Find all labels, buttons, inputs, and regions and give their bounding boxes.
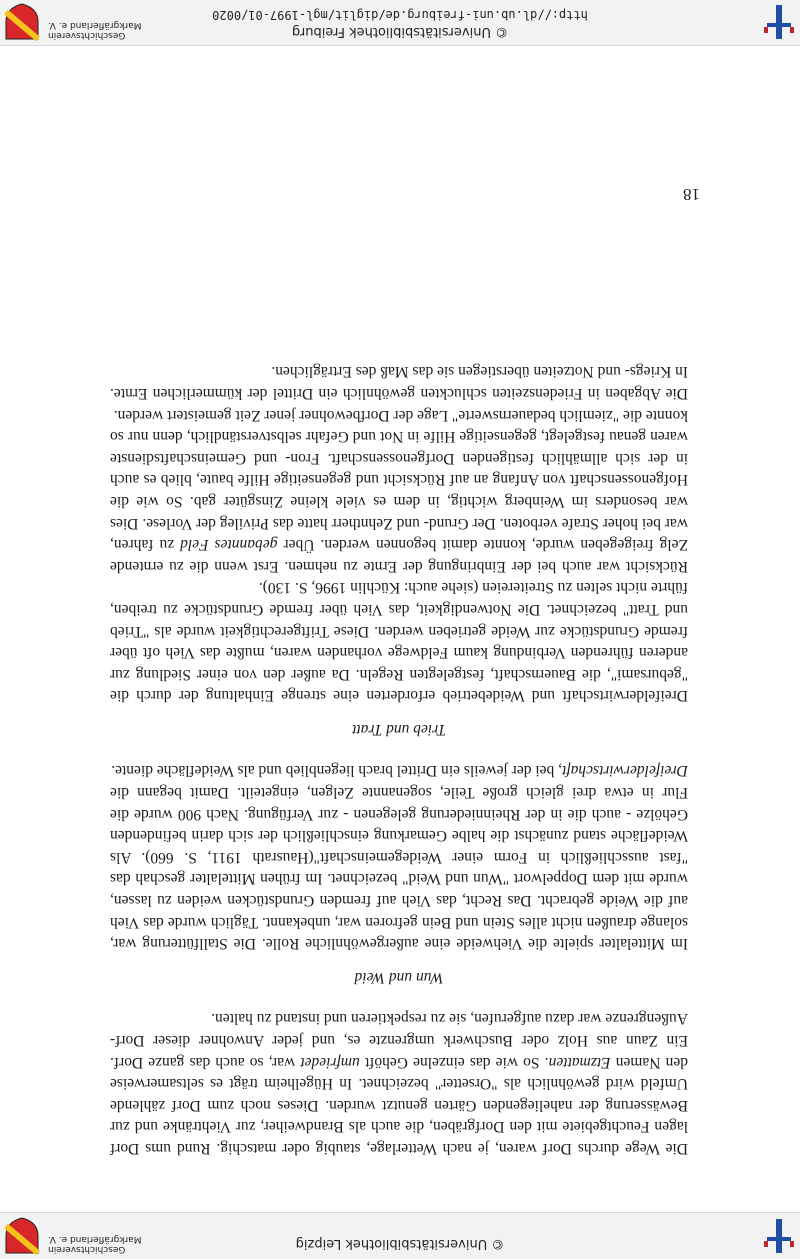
paragraph-ruecksicht — [110, 404, 688, 577]
page-number: 18 — [683, 185, 700, 204]
intro-text-a: Die Wege durchs Dorf waren, je nach Wetterlage, staubig oder matschig. Rund ums Dorf lagen Feuchtgebiete mit den Dorfgräben, die auch als Brandweiher, zur Viehtränke und zur Bewässerung der naheliegenden Gärten genutzt wurden. Dieses noch zum Dorf zählende Umfeld wird gewöhnlich als "Orsetter" bezeichnet. In Hügelheim trägt es seltsamerweise den Namen — [110, 1053, 688, 1157]
top-attribution-bar — [0, 1212, 800, 1259]
para3-text-a: Rücksicht war auch bei der Einbringung der Ernte zu nehmen. Erst wenn die zu erntende Zelg freigegeben wurde, konnte damit begonnen werden. Über — [110, 536, 688, 575]
para3-emphasis: gebanntes Feld — [180, 536, 278, 554]
intro-emphasis-2: umfriedet — [300, 1053, 360, 1071]
university-logo-icon — [764, 1217, 794, 1255]
intro-text-c: war, so auch das ganze Dorf. Ein Zaun aus Holz oder Buschwerk umgrenzte es, und jeder Anwohner dieser Dorf-Außengrenze war dazu aufgerufen, sie zu respektieren und instand zu halten. — [109, 1010, 688, 1071]
section-heading-trieb-und-tratt: Trieb und Tratt — [352, 720, 446, 738]
bottom-copyright-caption: © Universitätsbibliothek Freiburg — [291, 24, 509, 39]
intro-emphasis-1: Etzmatten — [548, 1053, 611, 1071]
association-name — [48, 1234, 148, 1254]
paragraph-trieb-und-tratt: Dreifelderwirtschaft und Weidebetrieb erforderten eine strenge Einhaltung der durch die "gebursami", die Bauernschaft, festgelegten Regeln. Da außer den von einer Siedlung zur anderen führenden Verbindung kaum Feldwege vorhanden waren, mußte das Vieh oft über fremde Grundstücke zur Weide getrieben werden. Diese Triftgerechtigkeit wurde als "Trieb und Tratt" bezeichnet. Die Notwendigkeit, das Vieh über fremde Grundstücke zu treiben, führte nicht selten zu Streitereien (siehe auch: Küchlin 1996, S. 130). — [110, 579, 688, 705]
section-heading-wun-und-weid: Wun und Weid — [354, 968, 444, 986]
bottom-attribution-bar — [0, 0, 800, 46]
para3-text-b: zu fahren, war bei hoher Strafe verboten. Der Grund- und Zehntherr hatte das Privileg der Vorlese. Dies war besonders im Weinberg wichtig, in dem es viele kleine Zinsgüter gab. So wie die Hofgenossenschaft von Anfang an auf Rücksicht und gegenseitige Hilfe baute, blieb es auch in der sich allmählich festigenden Dorfgenossenschaft. Fron- und Gemeinschaftsdienste waren genau festgelegt, gegenseitige Hilfe in Not und Gefahr selbstverständlich, denn nur so konnte die "ziemlich bedauernswerte" Lage der Dorfbewohner jener Zeit gemeistert werden. — [110, 406, 688, 554]
paragraph-wun-und-weid — [110, 760, 688, 954]
association-shield-icon — [2, 1216, 42, 1256]
association-line-2: Markgräflerland e. V. — [48, 1234, 142, 1244]
top-copyright-caption: © Universitätsbibliothek Leipzig — [295, 1236, 505, 1251]
association-name — [48, 20, 148, 40]
bottom-caption — [210, 7, 590, 39]
intro-text-b: . So wie das einzelne Gehöft — [359, 1053, 549, 1071]
para1-emphasis: Dreifelderwirtschaft — [562, 762, 688, 780]
document-body — [110, 361, 688, 1159]
association-line-2: Markgräflerland e. V. — [48, 20, 142, 30]
para1-text-b: , bei der jeweils ein Drittel brach liegenblieb und als Weidefläche diente. — [111, 762, 562, 780]
university-logo-icon — [764, 3, 794, 41]
para1-text-a: Im Mittelalter spielte die Viehweide eine außergewöhnliche Rolle. Die Stallfütterung war, solange draußen nicht alles Stein und Bein gefroren war, unbekannt. Täglich wurde das Vieh auf die Weide gebracht. Das Recht, das Vieh auf fremden Grundstücken weiden zu lassen, wurde mit dem Doppelwort "Wun und Weid" bezeichnet. Im frühen Mittelalter geschah das "fast ausschließlich in Form einer Weidegemeinschaft"(Hausrath 1911, S. 660). Als Weidefläche stand zunächst die halbe Gemarkung einschließlich der sich darin befindenden Gehölze - auch die in der Rheinniederung gelegenen - zur Verfügung. Nach 900 wurde die Flur in etwa drei gleich große Teile, sogenannte Zelgen, eingeteilt. Damit begann die — [110, 784, 688, 953]
intro-paragraph — [110, 1008, 688, 1159]
association-shield-icon — [2, 2, 42, 42]
document-url-link[interactable]: http://dl.ub.uni-freiburg.de/diglit/mgl-1997-01/0020 — [212, 8, 588, 22]
association-line-1: Geschichtsverein — [48, 30, 126, 40]
paragraph-abgaben: Die Abgaben in Friedenszeiten schluckten gewöhnlich ein Drittel der kümmerlichen Ernte. In Kriegs- und Notzeiten überstiegen sie das Maß des Erträglichen. — [110, 363, 688, 402]
association-line-1: Geschichtsverein — [48, 1244, 126, 1254]
